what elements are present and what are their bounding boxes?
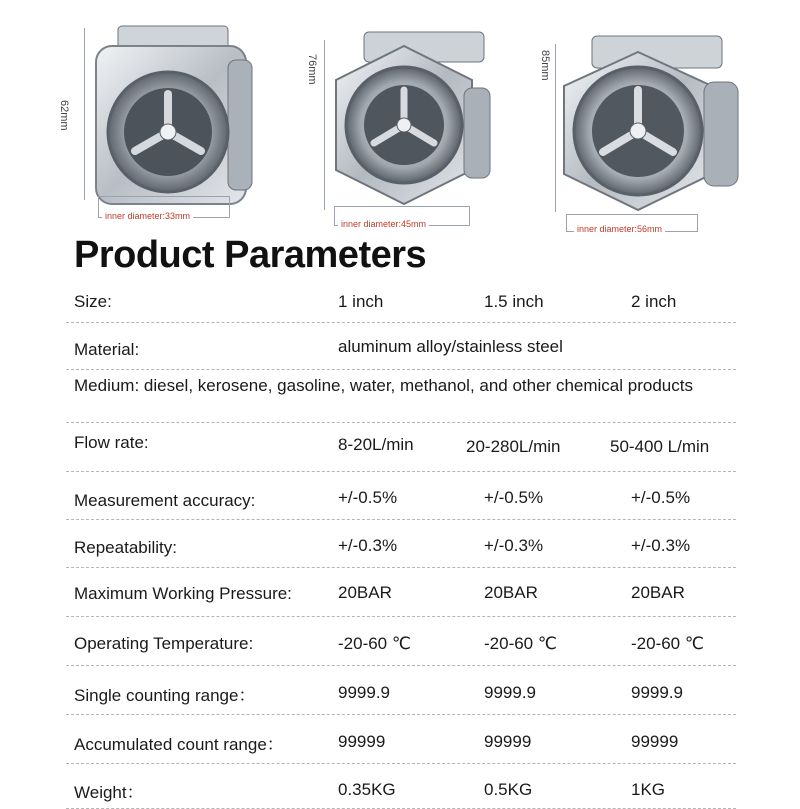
value-2inch: 9999.9 [631,683,683,702]
value-1-5inch: 1.5 inch [484,292,544,311]
inner-diameter-label: inner diameter:45mm [338,219,429,229]
table-row [66,764,736,809]
height-label: 62mm [58,100,70,131]
value-2inch: +/-0.3% [631,536,691,555]
value-1-5inch: 20-280L/min [466,437,561,456]
value-2inch: -20-60 ℃ [631,634,704,653]
row-label: Weight： [74,783,144,802]
parameters-table [66,280,736,809]
row-label: Medium: diesel, kerosene, gasoline, water, methanol, and other chemical products [74,376,693,395]
inner-diameter-label: inner diameter:56mm [574,224,665,234]
value-2inch: 1KG [631,780,666,799]
table-row [66,666,736,715]
value-1inch: 20BAR [338,583,392,602]
flow-meter-1in-image [88,20,268,210]
value-1-5inch: +/-0.5% [484,488,544,507]
table-row [66,568,736,617]
height-label: 85mm [539,50,551,81]
row-label: Measurement accuracy: [74,491,256,510]
value-all-sizes: aluminum alloy/stainless steel [338,337,563,356]
table-row [66,370,736,423]
table-row [66,472,736,520]
value-1inch: 0.35KG [338,780,396,799]
value-1inch: 99999 [338,732,386,751]
product-figures [0,0,800,240]
value-1inch: 9999.9 [338,683,390,702]
value-2inch: 99999 [631,732,679,751]
value-1inch: +/-0.5% [338,488,398,507]
table-row [66,423,736,472]
row-label: Single counting range： [74,686,256,705]
value-1-5inch: 0.5KG [484,780,533,799]
table-row [66,323,736,370]
table-row [66,520,736,568]
value-1inch: 8-20L/min [338,435,414,454]
value-2inch: 20BAR [631,583,685,602]
flow-meter-1-5in-image [304,28,504,218]
height-dimension-line [84,28,85,200]
row-label: Maximum Working Pressure: [74,584,292,603]
row-label: Operating Temperature: [74,634,254,653]
value-1-5inch: 20BAR [484,583,538,602]
value-1-5inch: 9999.9 [484,683,536,702]
page-title: Product Parameters [74,234,427,276]
table-row [66,715,736,764]
value-1inch: 1 inch [338,292,384,311]
value-2inch: +/-0.5% [631,488,691,507]
row-label: Accumulated count range： [74,735,284,754]
value-2inch: 50-400 L/min [610,437,710,456]
row-label: Size: [74,292,112,311]
flow-meter-2in-image [540,32,760,222]
value-1inch: +/-0.3% [338,536,398,555]
value-1inch: -20-60 ℃ [338,634,411,653]
height-label: 76mm [306,54,318,85]
value-1-5inch: -20-60 ℃ [484,634,557,653]
value-1-5inch: 99999 [484,732,532,751]
value-2inch: 2 inch [631,292,677,311]
row-label: Flow rate: [74,433,149,452]
inner-diameter-label: inner diameter:33mm [102,211,193,221]
row-label: Material: [74,340,140,359]
row-label: Repeatability: [74,538,178,557]
table-row [66,617,736,666]
table-row [66,280,736,323]
value-1-5inch: +/-0.3% [484,536,544,555]
